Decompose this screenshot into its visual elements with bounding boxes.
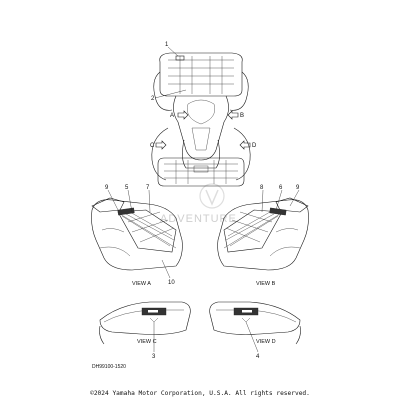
view-c-label: VIEW C [137,339,157,345]
callout-9-right: 9 [296,185,300,191]
view-b-label: VIEW B [256,281,276,287]
callout-10: 10 [168,280,175,286]
svg-text:B: B [240,113,245,119]
view-c-drawing [100,302,191,344]
view-a-drawing [92,198,183,270]
callout-6: 6 [279,185,283,191]
callout-2: 2 [151,96,155,102]
callout-7: 7 [146,185,150,191]
view-b-drawing [218,198,309,270]
callout-3: 3 [152,354,156,360]
view-arrow-c [150,141,166,149]
callout-5: 5 [125,185,129,191]
view-d-drawing [210,302,301,344]
callout-8: 8 [260,185,264,191]
view-d-label: VIEW D [256,339,276,345]
atv-top-view [152,53,250,186]
callout-9-left: 9 [105,185,109,191]
svg-text:D: D [252,143,257,149]
view-arrow-a [170,111,188,119]
watermark [160,184,237,225]
view-arrow-b [228,111,244,119]
svg-text:A: A [170,113,175,119]
callout-4: 4 [256,354,260,360]
svg-text:C: C [150,143,155,149]
copyright-notice: ©2024 Yamaha Motor Corporation, U.S.A. All rights reserved. [90,390,310,397]
drawing-code: DH99100-1520 [92,364,126,370]
callout-1: 1 [165,42,169,48]
watermark-text: ADVENTURE [160,213,237,225]
view-a-label: VIEW A [132,281,151,287]
